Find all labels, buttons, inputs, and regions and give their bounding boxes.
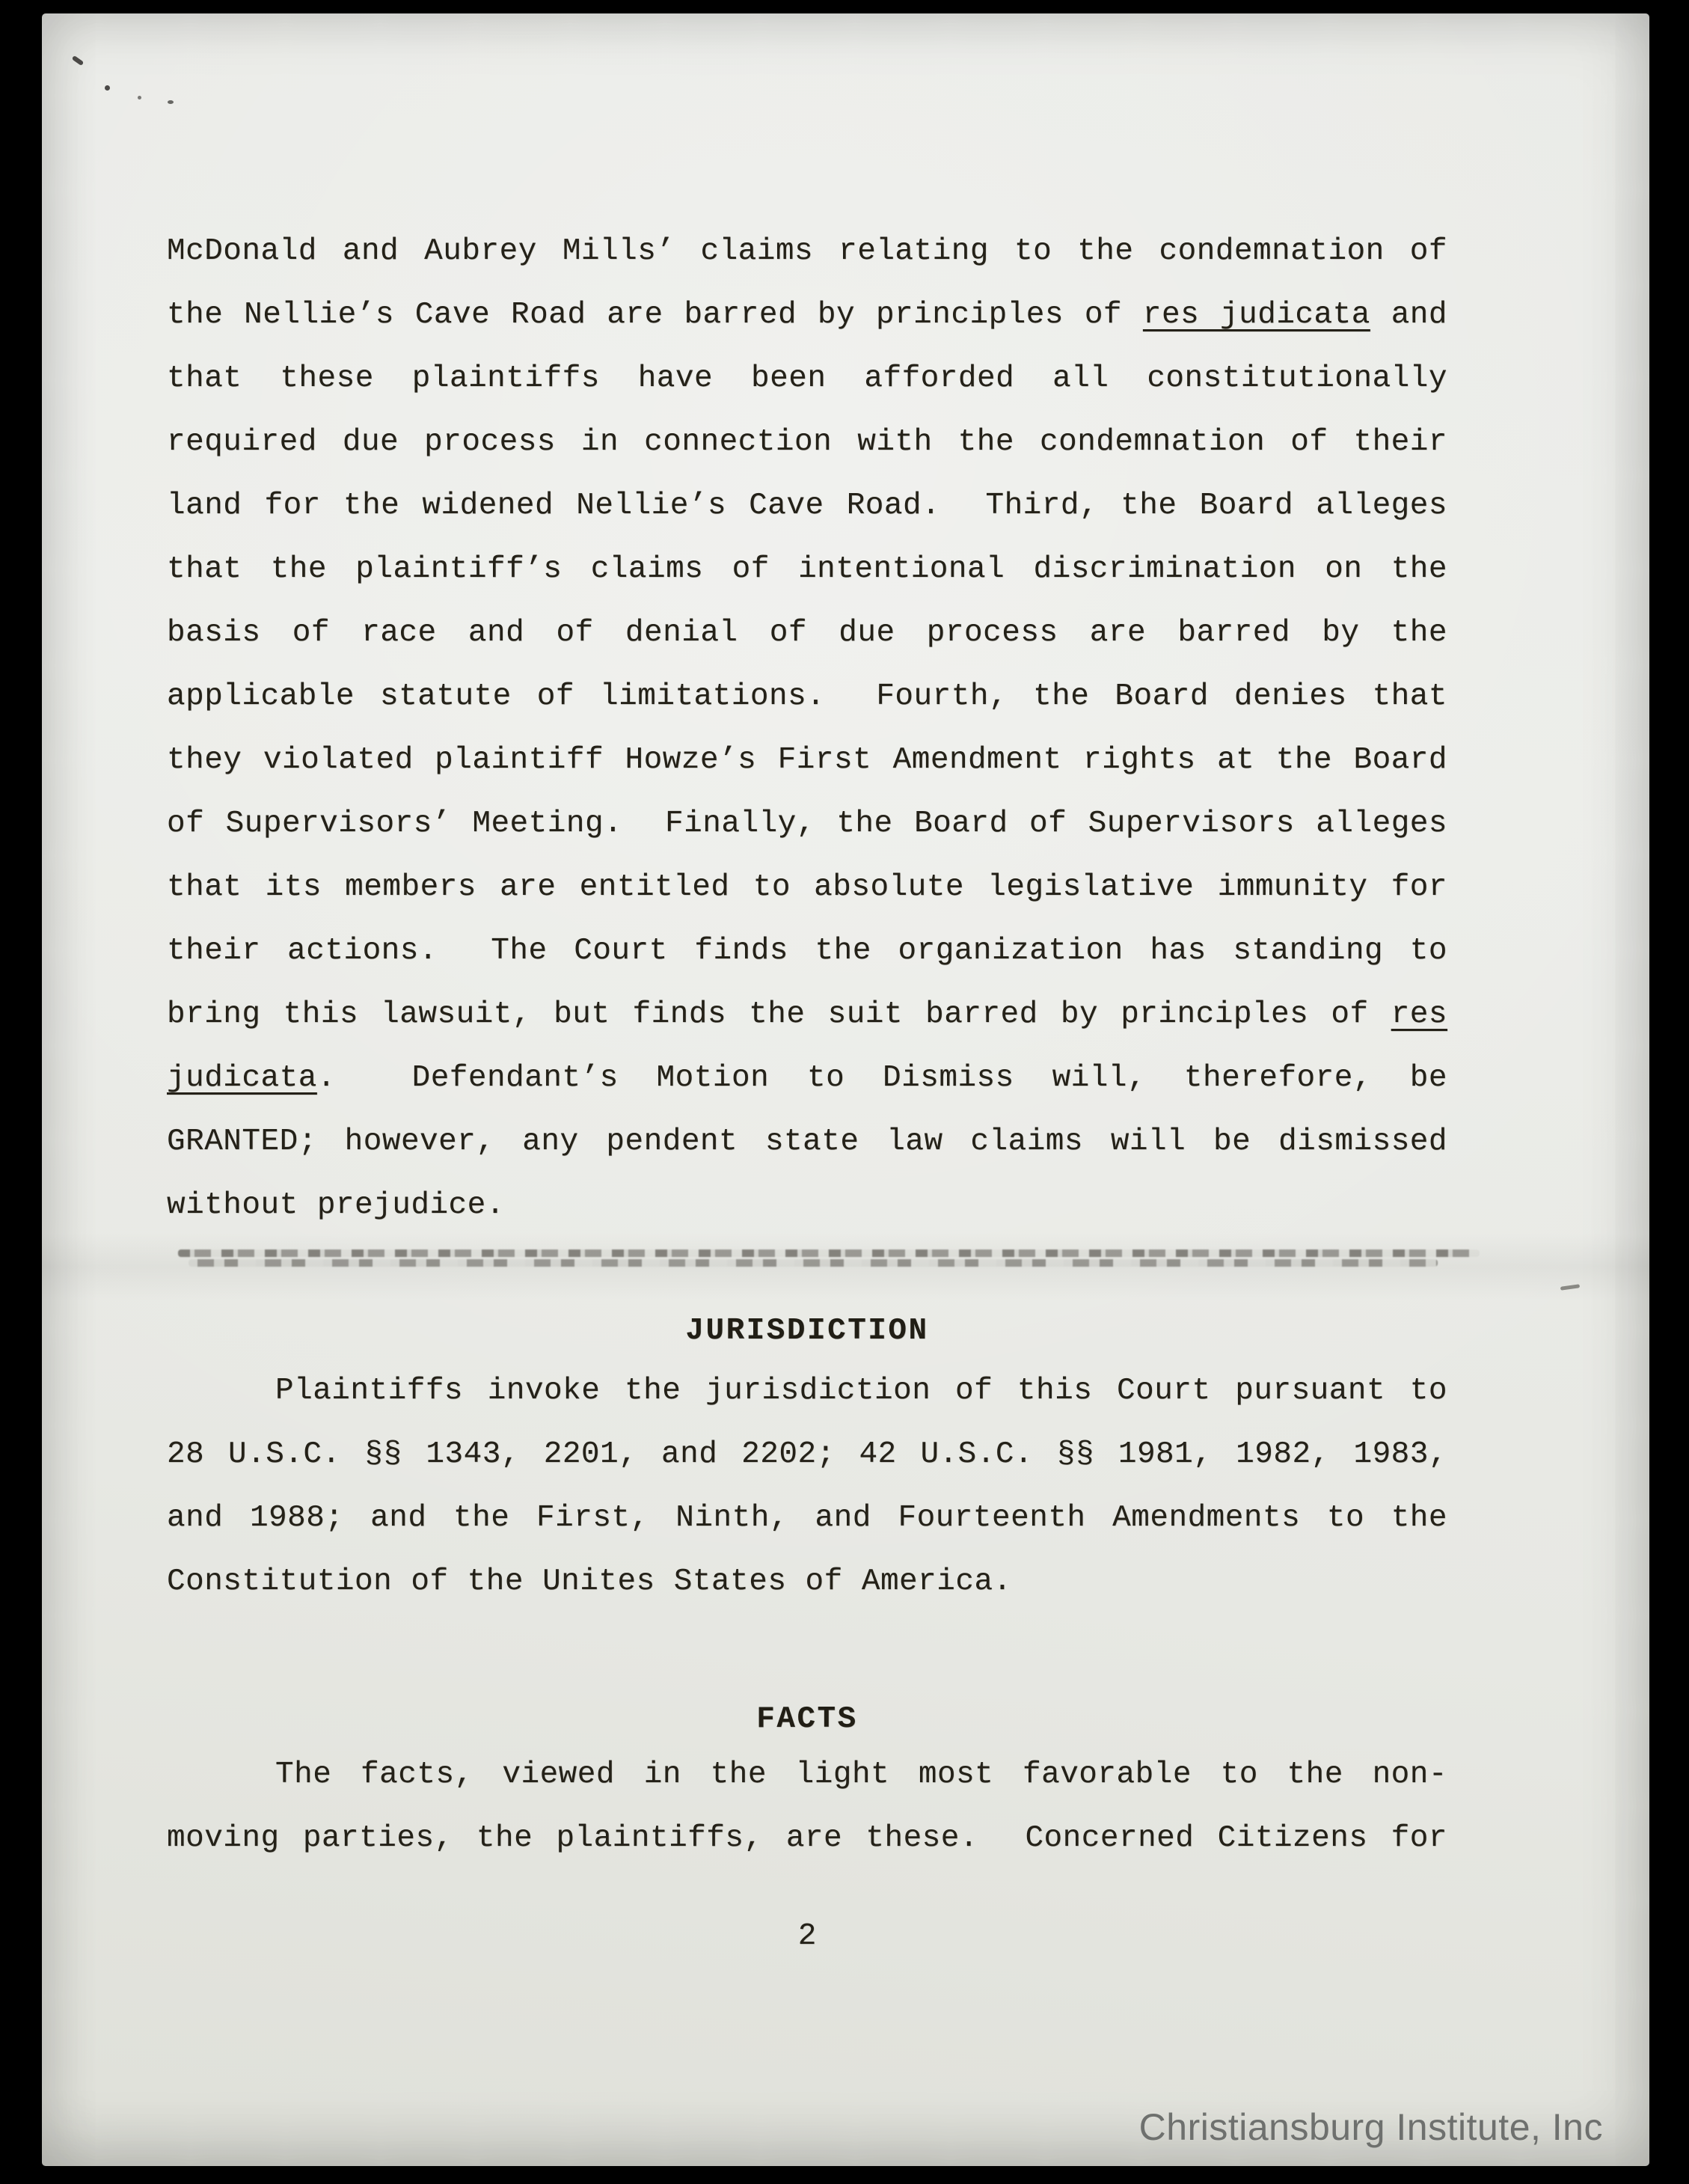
ink-mark <box>138 96 141 100</box>
text-line <box>167 983 1447 1047</box>
text-segment: The facts, viewed in the light most favorable to the non- <box>275 1758 1447 1792</box>
text-segment: . Defendant’s Motion to Dismiss will, therefore, be <box>316 1061 1447 1095</box>
opening-paragraph <box>167 220 1447 1238</box>
text-segment: that these plaintiffs have been afforded all constitutionally <box>167 361 1447 396</box>
underlined-text: judicata <box>167 1061 317 1095</box>
text-line <box>167 220 1447 284</box>
jurisdiction-paragraph <box>167 1359 1447 1614</box>
text-segment: GRANTED; however, any pendent state law claims will be dismissed <box>167 1125 1447 1159</box>
text-segment: 28 U.S.C. §§ 1343, 2201, and 2202; 42 U.S.C. §§ 1981, 1982, 1983, <box>167 1437 1447 1472</box>
text-line <box>167 602 1447 665</box>
text-line <box>167 1807 1447 1871</box>
text-segment: of Supervisors’ Meeting. Finally, the Board of Supervisors alleges <box>167 807 1447 841</box>
text-line <box>167 665 1447 729</box>
stray-pen-mark <box>1560 1284 1580 1291</box>
text-line <box>167 284 1447 347</box>
text-segment: land for the widened Nellie’s Cave Road. Third, the Board alleges <box>167 489 1447 523</box>
text-line <box>167 856 1447 920</box>
text-line <box>167 347 1447 411</box>
text-line <box>167 792 1447 856</box>
text-line <box>167 1423 1447 1487</box>
watermark: Christiansburg Institute, Inc <box>1138 2106 1603 2148</box>
text-segment: they violated plaintiff Howze’s First Amendment rights at the Board <box>167 743 1447 777</box>
text-line <box>167 1047 1447 1110</box>
facts-heading: FACTS <box>756 1702 858 1737</box>
text-line <box>167 538 1447 602</box>
text-segment: that its members are entitled to absolute legislative immunity for <box>167 870 1447 905</box>
ink-mark <box>168 100 174 104</box>
scribble-row <box>178 1249 1480 1257</box>
ink-mark <box>72 55 85 66</box>
text-line <box>167 920 1447 983</box>
underlined-text: res <box>1391 997 1447 1032</box>
scribble-smudge <box>178 1249 1480 1267</box>
text-segment: applicable statute of limitations. Fourth, the Board denies that <box>167 679 1447 714</box>
text-segment: without prejudice. <box>167 1188 505 1223</box>
text-segment: Constitution of the Unites States of America. <box>167 1564 1012 1599</box>
text-segment: McDonald and Aubrey Mills’ claims relating to the condemnation of <box>167 234 1447 269</box>
text-segment: bring this lawsuit, but finds the suit barred by principles of <box>167 997 1391 1032</box>
text-line <box>167 1487 1447 1550</box>
text-line <box>167 1174 1447 1238</box>
page-number: 2 <box>797 1919 817 1954</box>
text-segment: moving parties, the plaintiffs, are these. Concerned Citizens for <box>167 1821 1447 1856</box>
text-segment: that the plaintiff’s claims of intentional discrimination on the <box>167 552 1447 587</box>
document-page <box>42 13 1649 2166</box>
scribble-row <box>188 1259 1438 1267</box>
ink-mark <box>105 85 110 91</box>
jurisdiction-heading: JURISDICTION <box>685 1314 929 1348</box>
text-line <box>167 1743 1447 1807</box>
text-segment: and 1988; and the First, Ninth, and Fourteenth Amendments to the <box>167 1501 1447 1535</box>
underlined-text: res judicata <box>1142 298 1370 332</box>
text-segment: and <box>1370 298 1448 332</box>
text-line <box>167 729 1447 792</box>
text-segment: their actions. The Court finds the organization has standing to <box>167 934 1447 968</box>
text-line <box>167 411 1447 474</box>
text-segment: basis of race and of denial of due process are barred by the <box>167 616 1447 650</box>
facts-paragraph <box>167 1743 1447 1871</box>
text-segment: the Nellie’s Cave Road are barred by principles of <box>167 298 1143 332</box>
text-segment: Plaintiffs invoke the jurisdiction of this Court pursuant to <box>275 1374 1447 1408</box>
text-line <box>167 474 1447 538</box>
text-line <box>167 1359 1447 1423</box>
text-line <box>167 1550 1447 1614</box>
text-line <box>167 1110 1447 1174</box>
text-segment: required due process in connection with the condemnation of their <box>167 425 1447 459</box>
